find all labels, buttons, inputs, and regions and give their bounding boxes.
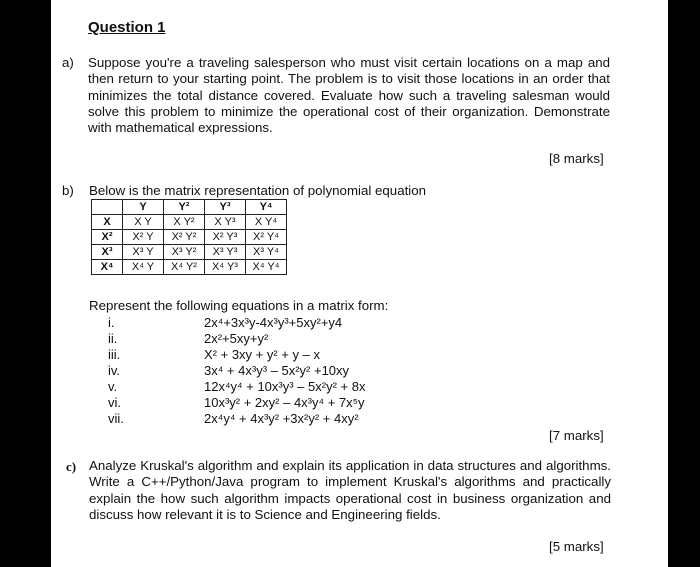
matrix-row <box>92 260 287 275</box>
part-c-text: Analyze Kruskal's algorithm and explain its application in data structures and algorithms. Write a C++/Python/Java program to implement Kruskal's algorithms and practically explain the how such algorithm impacts operational cost in business organization and discuss how relevant it is to Science and Engineering fields. <box>89 458 611 522</box>
matrix-cell: X⁴ Y² <box>164 260 205 275</box>
equation-number: iv. <box>108 363 121 378</box>
matrix-cell <box>92 200 123 215</box>
matrix-cell: X³ Y⁴ <box>246 245 287 260</box>
part-b-instruction: Represent the following equations in a matrix form: <box>89 298 389 313</box>
equation-number: vii. <box>108 411 124 426</box>
matrix-cell: Y² <box>164 200 205 215</box>
matrix-row <box>92 215 287 230</box>
matrix-cell: X⁴ <box>92 260 123 275</box>
matrix-cell: X⁴ Y⁴ <box>246 260 287 275</box>
matrix-cell: X² Y <box>123 230 164 245</box>
part-a-label: a) <box>62 55 74 70</box>
matrix-cell: X³ Y <box>123 245 164 260</box>
equation-number: v. <box>108 379 118 394</box>
matrix-row <box>92 230 287 245</box>
matrix-cell: X Y² <box>164 215 205 230</box>
equation: 10x³y² + 2xy² – 4x³y⁴ + 7x⁵y <box>204 395 365 410</box>
part-c-label: c) <box>66 459 77 474</box>
polynomial-matrix <box>91 199 287 275</box>
part-b-marks: [7 marks] <box>549 428 604 443</box>
equation-number: ii. <box>108 331 118 346</box>
matrix-cell: X³ Y³ <box>205 245 246 260</box>
matrix-cell: X² Y² <box>164 230 205 245</box>
equation: X² + 3xy + y² + y – x <box>204 347 320 362</box>
part-b-intro: Below is the matrix representation of polynomial equation <box>89 183 427 198</box>
equation-number: i. <box>108 315 115 330</box>
part-c-marks: [5 marks] <box>549 539 604 554</box>
matrix-cell: X Y <box>123 215 164 230</box>
equation: 12x⁴y⁴ + 10x³y³ – 5x²y² + 8x <box>204 379 366 394</box>
equation-number: vi. <box>108 395 121 410</box>
matrix-cell: Y³ <box>205 200 246 215</box>
matrix-cell: X² Y⁴ <box>246 230 287 245</box>
equation: 2x²+5xy+y² <box>204 331 269 346</box>
matrix-cell: X² Y³ <box>205 230 246 245</box>
part-a-text: Suppose you're a traveling salesperson who must visit certain locations on a map and then return to your starting point. The problem is to visit those locations in an order that minimizes the total distance covered. Evaluate how such a traveling salesman would solve this problem to minimize the operational cost of their organization. Demonstrate with mathematical expressions. <box>88 55 610 136</box>
matrix-cell: X⁴ Y <box>123 260 164 275</box>
matrix-cell: X⁴ Y³ <box>205 260 246 275</box>
matrix-cell: X³ Y² <box>164 245 205 260</box>
matrix-cell: X Y³ <box>205 215 246 230</box>
equation: 2x⁴+3x³y-4x³y³+5xy²+y4 <box>204 315 343 330</box>
equation: 3x⁴ + 4x³y³ – 5x²y² +10xy <box>204 363 350 378</box>
matrix-cell: X³ <box>92 245 123 260</box>
matrix-cell: Y⁴ <box>246 200 287 215</box>
matrix-cell: X <box>92 215 123 230</box>
question-title: Question 1 <box>88 19 166 36</box>
part-b-label: b) <box>62 183 74 198</box>
matrix-header-row <box>92 200 287 215</box>
matrix-cell: X Y⁴ <box>246 215 287 230</box>
part-a-marks: [8 marks] <box>549 151 604 166</box>
matrix-cell: Y <box>123 200 164 215</box>
equation-number: iii. <box>108 347 121 362</box>
equation: 2x⁴y⁴ + 4x³y² +3x²y² + 4xy² <box>204 411 359 426</box>
matrix-cell: X² <box>92 230 123 245</box>
matrix-row <box>92 245 287 260</box>
